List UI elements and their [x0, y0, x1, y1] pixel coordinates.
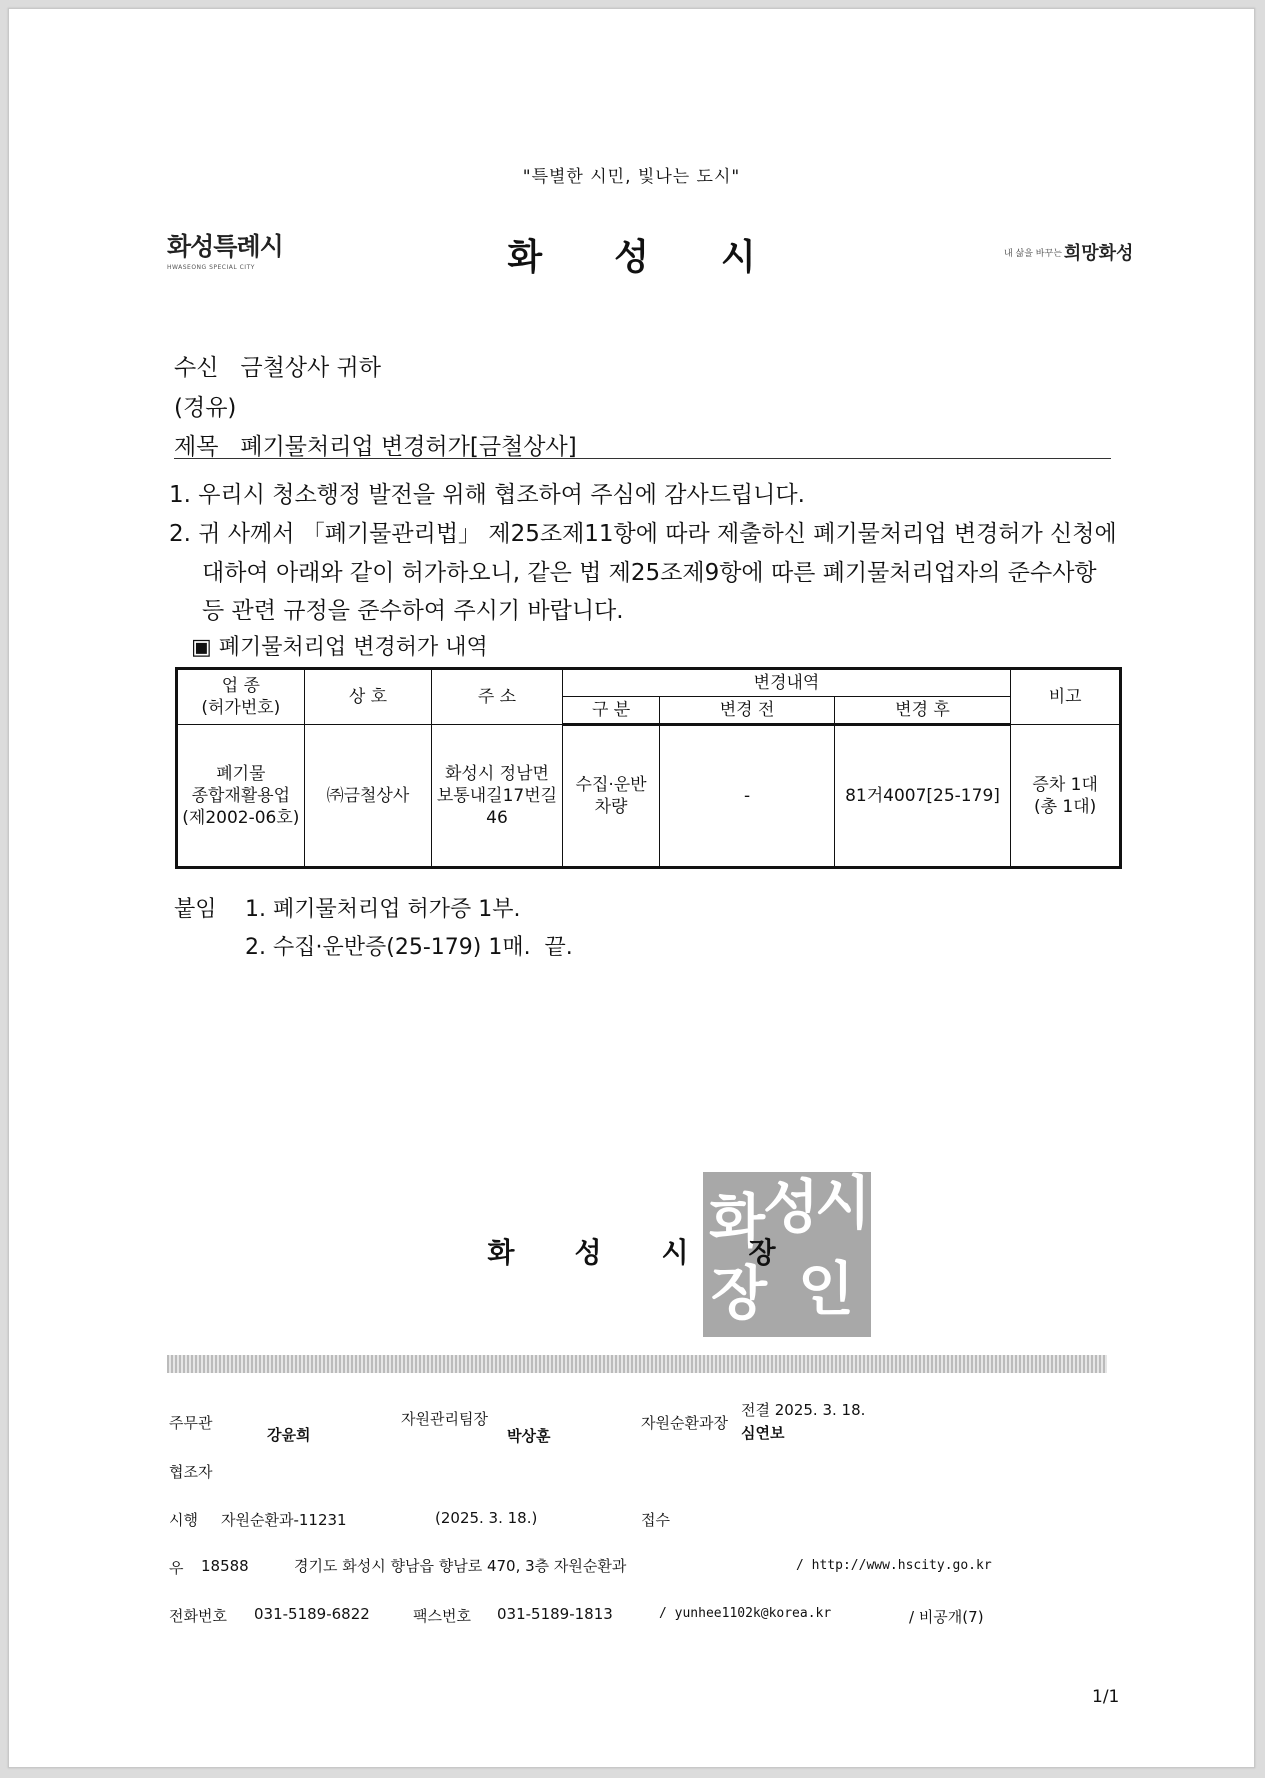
- city-slogan: "특별한 시민, 빛나는 도시": [522, 167, 741, 187]
- header-business-type: [177, 669, 305, 725]
- director-name: [741, 1422, 784, 1443]
- fax-label: 팩스번호: [413, 1607, 471, 1625]
- remarks-line: (총 1대): [1033, 796, 1097, 817]
- paragraph-2-line-1: 2. 귀 사께서 「폐기물관리법」 제25조제11항에 따라 제출하신 폐기물처리업 변경허가 신청에: [169, 521, 1117, 547]
- seal-char: 성: [763, 1173, 820, 1241]
- business-type-line: 종합재활용업: [191, 785, 291, 806]
- subject-value: 폐기물처리업 변경허가[금철상사]: [240, 434, 577, 460]
- team-leader-label: 자원관리팀장: [401, 1410, 488, 1428]
- issuing-organization-title: 화성시: [507, 237, 828, 278]
- remarks-line: 증차 1대: [1032, 774, 1098, 795]
- category-line: 수집·운반: [575, 775, 647, 795]
- header-before: 변경 전: [660, 697, 834, 725]
- header-address: 주 소: [432, 669, 563, 725]
- logo-left-text: 화성특례시: [167, 232, 283, 261]
- cell-address: [432, 725, 563, 868]
- address-line: 화성시 정남면: [445, 763, 549, 784]
- officer-label: 주무관: [169, 1414, 213, 1432]
- seal-char: 인: [798, 1255, 855, 1323]
- attachments-label: 붙임: [174, 897, 217, 922]
- cell-after: 81거4007[25-179]: [834, 725, 1011, 868]
- receipt-label: 접수: [641, 1511, 670, 1529]
- team-leader-name: [507, 1425, 550, 1446]
- cell-business-type: [177, 725, 305, 868]
- business-type-line: 폐기물: [216, 763, 266, 784]
- header-after: 변경 후: [834, 697, 1011, 725]
- header-divider: [174, 458, 1111, 459]
- approval-date: 전결 2025. 3. 18.: [741, 1401, 866, 1419]
- phone-number: 031-5189-6822: [254, 1605, 370, 1623]
- cell-before: -: [660, 725, 834, 868]
- seal-char: 시: [815, 1169, 872, 1237]
- header-remarks: 비고: [1011, 669, 1121, 725]
- document-page: [8, 8, 1255, 1768]
- mayor-signature-title: 화성시장: [487, 1236, 836, 1269]
- header-category: 구 분: [562, 697, 660, 725]
- officer-name: [267, 1424, 310, 1445]
- director-label: 자원순환과장: [641, 1414, 728, 1432]
- seal-char: 화: [709, 1187, 766, 1255]
- paragraph-2-line-2: 대하여 아래와 같이 허가하오니, 같은 법 제25조제9항에 따른 폐기물처리업자의 준수사항: [202, 560, 1097, 586]
- footer-separator: [167, 1355, 1107, 1373]
- cell-category: [562, 725, 660, 868]
- page-number: 1/1: [1092, 1687, 1120, 1707]
- paragraph-2-line-3: 등 관련 규정을 준수하여 주시기 바랍니다.: [202, 598, 624, 624]
- email-link[interactable]: / yunhee1102k@korea.kr: [659, 1606, 832, 1621]
- via-line: (경유): [174, 395, 237, 421]
- seal-char: 장: [711, 1259, 768, 1327]
- enforcement-date: (2025. 3. 18.): [435, 1509, 538, 1527]
- office-address: 경기도 화성시 향남읍 향남로 470, 3층 자원순환과: [294, 1557, 627, 1575]
- recipient-value: 금철상사 귀하: [240, 355, 381, 381]
- permit-change-table: [175, 667, 1122, 869]
- table-row: [177, 725, 1121, 868]
- address-line: 보통내길17번길: [436, 785, 558, 806]
- header-change-details: 변경내역: [562, 669, 1011, 697]
- paragraph-1: 1. 우리시 청소행정 발전을 위해 협조하여 주심에 감사드립니다.: [169, 482, 805, 508]
- recipient-label: 수신: [174, 355, 219, 381]
- logo-left-subtext: HWASEONG SPECIAL CITY: [167, 264, 255, 271]
- disclosure-status: / 비공개(7): [909, 1608, 984, 1626]
- recipient-line: [174, 349, 381, 382]
- subject-label: 제목: [174, 434, 219, 460]
- hope-hwaseong-logo: [1004, 239, 1133, 265]
- website-link[interactable]: / http://www.hscity.go.kr: [796, 1558, 992, 1573]
- cooperator-label: 협조자: [169, 1463, 213, 1481]
- logo-right-small-text: 내 삶을 바꾸는: [1004, 249, 1062, 259]
- director-name-text: 심연보: [741, 1424, 785, 1442]
- logo-right-text: 희망화성: [1063, 243, 1134, 264]
- postal-label: 우: [169, 1559, 184, 1577]
- officer-name-text: 강윤희: [267, 1426, 311, 1444]
- header-company: 상 호: [304, 669, 432, 725]
- header-business-type-line2: (허가번호): [201, 698, 281, 718]
- header-business-type-line1: 업 종: [221, 676, 260, 696]
- attachment-item-2: 2. 수집·운반증(25-179) 1매. 끝.: [245, 935, 573, 960]
- attachment-item-1: 1. 폐기물처리업 허가증 1부.: [245, 897, 521, 922]
- team-leader-name-text: 박상훈: [507, 1427, 551, 1445]
- enforcement-label: 시행: [169, 1511, 198, 1529]
- postal-code: 18588: [201, 1557, 249, 1575]
- phone-label: 전화번호: [169, 1607, 227, 1625]
- category-line: 차량: [594, 797, 628, 817]
- subject-line: [174, 428, 577, 461]
- address-line: 46: [486, 807, 508, 828]
- cell-remarks: [1011, 725, 1121, 868]
- permit-number: (제2002-06호): [182, 807, 300, 828]
- fax-number: 031-5189-1813: [497, 1605, 613, 1623]
- cell-company: ㈜금철상사: [304, 725, 432, 868]
- enforcement-number: 자원순환과-11231: [221, 1511, 347, 1529]
- section-heading: ▣ 폐기물처리업 변경허가 내역: [191, 635, 488, 660]
